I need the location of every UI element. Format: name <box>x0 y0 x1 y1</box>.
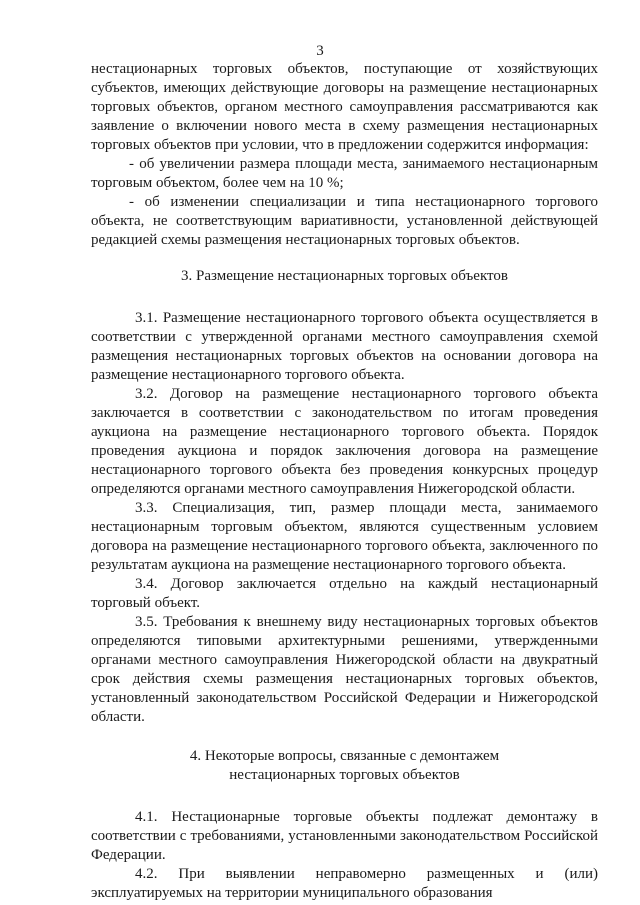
clause-4-1: 4.1. Нестационарные торговые объекты подлежат демонтажу в соответствии с требованиями, установленными законодательством Российской Федерации. <box>91 809 598 863</box>
clause-4-2: 4.2. При выявлении неправомерно размещенных и (или) эксплуатируемых на территории муниципального образования <box>91 866 598 901</box>
intro-bullet-area-increase: - об увеличении размера площади места, занимаемого нестационарным торговым объектом, более чем на 10 %; <box>91 156 598 191</box>
document-body <box>91 60 598 903</box>
clause-3-4: 3.4. Договор заключается отдельно на каждый нестационарный торговый объект. <box>91 576 598 611</box>
section-4-heading-line-1: 4. Некоторые вопросы, связанные с демонтажем <box>189 748 500 764</box>
clause-3-3: 3.3. Специализация, тип, размер площади места, занимаемого нестационарным торговым объектом, являются существенным условием договора на размещение нестационарного торгового объекта, заключенного по результатам аукциона на размещение нестационарного торгового объекта. <box>91 500 598 573</box>
intro-bullet-specialization-change: - об изменении специализации и типа нестационарного торгового объекта, не соответствующим вариативности, установленной действующей редакцией схемы размещения нестационарных торговых объектов. <box>91 194 598 248</box>
clause-3-1: 3.1. Размещение нестационарного торгового объекта осуществляется в соответствии с утвержденной органами местного самоуправления схемой размещения нестационарных торговых объектов на основании договора на размещение нестационарного торгового объекта. <box>91 310 598 383</box>
section-4-heading-line-2: нестационарных торговых объектов <box>229 767 460 783</box>
intro-paragraph: нестационарных торговых объектов, поступающие от хозяйствующих субъектов, имеющих действующие договоры на размещение нестационарных торговых объектов, органом местного самоуправления рассматриваются как заявление о включении нового места в схему размещения нестационарных торговых объектов при условии, что в предложении содержится информация: <box>91 61 598 153</box>
clause-3-2: 3.2. Договор на размещение нестационарного торгового объекта заключается в соответствии с законодательством по итогам проведения аукциона на размещение нестационарного торгового объекта. Порядок проведения аукциона и порядок заключения договора на размещение нестационарного торгового объекта без проведения конкурсных процедур определяются органами местного самоуправления Нижегородской области. <box>91 386 598 497</box>
page-number: 3 <box>316 43 324 59</box>
clause-3-5: 3.5. Требования к внешнему виду нестационарных торговых объектов определяются типовыми архитектурными решениями, утвержденными органами местного самоуправления Нижегородской области на двукратный срок действия схемы размещения нестационарных торговых объектов, установленный законодательством Российской Федерации и Нижегородской области. <box>91 614 598 725</box>
section-3-heading: 3. Размещение нестационарных торговых объектов <box>181 268 508 284</box>
